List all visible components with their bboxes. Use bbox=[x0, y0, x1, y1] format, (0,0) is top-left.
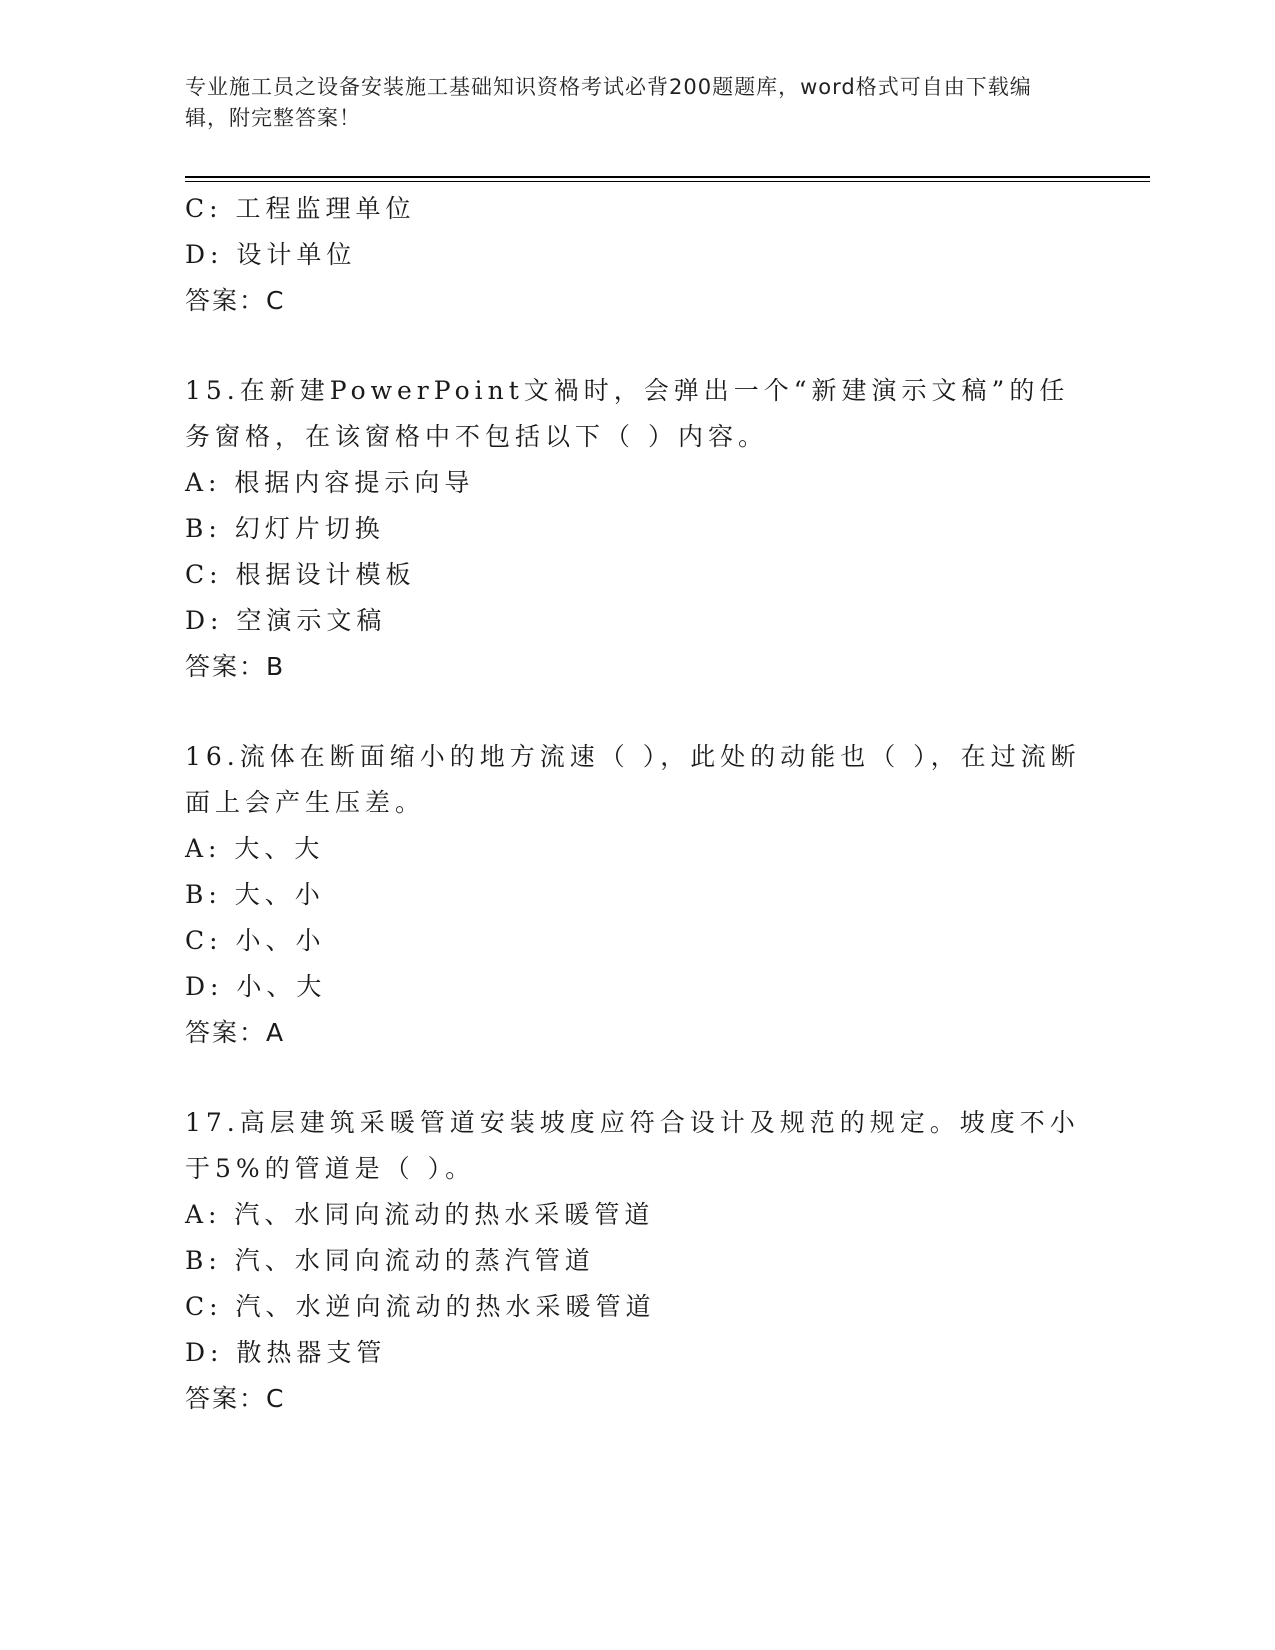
question-stem: 16.流体在断面缩小的地方流速（ ），此处的动能也（ ），在过流断面上会产生压差。 bbox=[185, 742, 1081, 817]
option-b: B: 幻灯片切换 bbox=[185, 514, 385, 543]
option-d: D: 散热器支管 bbox=[185, 1338, 387, 1367]
option-d: D: 设计单位 bbox=[185, 240, 357, 269]
header-rule-thin bbox=[185, 181, 1150, 182]
question-16 bbox=[185, 734, 1085, 1056]
spacer bbox=[185, 324, 1085, 368]
question-15 bbox=[185, 368, 1085, 690]
answer: 答案：C bbox=[185, 1384, 286, 1413]
option-b: B: 汽、水同向流动的蒸汽管道 bbox=[185, 1246, 595, 1275]
document-body bbox=[185, 186, 1085, 1422]
option-c: C: 小、小 bbox=[185, 926, 326, 955]
option-a: A: 汽、水同向流动的热水采暖管道 bbox=[185, 1200, 655, 1229]
option-d: D: 小、大 bbox=[185, 972, 327, 1001]
header-rule-thick bbox=[185, 176, 1150, 178]
option-c: C: 汽、水逆向流动的热水采暖管道 bbox=[185, 1292, 656, 1321]
answer: 答案：A bbox=[185, 1018, 286, 1047]
spacer bbox=[185, 1056, 1085, 1100]
question-17 bbox=[185, 1100, 1085, 1422]
option-a: A: 根据内容提示向导 bbox=[185, 468, 475, 497]
option-a: A: 大、大 bbox=[185, 834, 325, 863]
option-c: C: 根据设计模板 bbox=[185, 560, 416, 589]
option-d: D: 空演示文稿 bbox=[185, 606, 387, 635]
option-c: C: 工程监理单位 bbox=[185, 194, 416, 223]
answer: 答案：B bbox=[185, 652, 286, 681]
question-14-tail bbox=[185, 186, 1085, 324]
option-b: B: 大、小 bbox=[185, 880, 325, 909]
spacer bbox=[185, 690, 1085, 734]
page-header: 专业施工员之设备安装施工基础知识资格考试必背200题题库，word格式可自由下载编辑，附完整答案！ bbox=[185, 75, 1032, 130]
question-stem: 15.在新建PowerPoint文禍时，会弹出一个“新建演示文稿”的任务窗格，在该窗格中不包括以下（ ）内容。 bbox=[185, 376, 1070, 451]
answer: 答案：C bbox=[185, 286, 286, 315]
question-stem: 17.高层建筑采暖管道安装坡度应符合设计及规范的规定。坡度不小于5%的管道是（ ）。 bbox=[185, 1108, 1080, 1183]
